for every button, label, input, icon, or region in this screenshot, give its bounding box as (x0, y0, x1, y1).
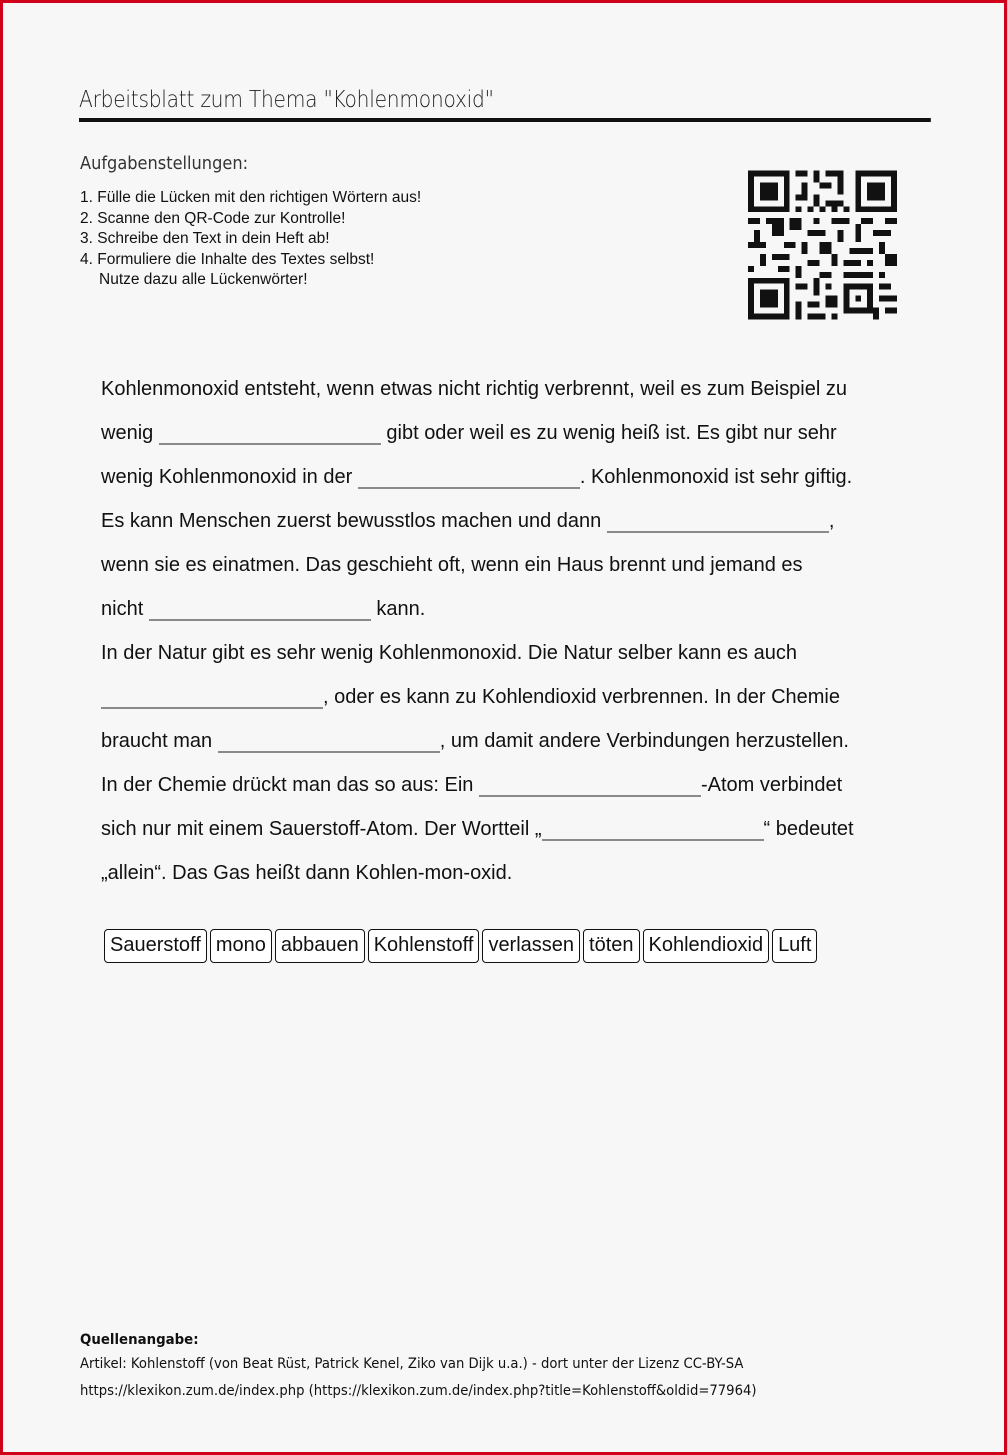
word-bank (104, 929, 820, 963)
text-segment: , um damit andere Verbindungen herzustellen. (439, 730, 849, 752)
source-article: Artikel: Kohlenstoff (von Beat Rüst, Patrick Kenel, Ziko van Dijk u.a.) - dort unter der Lizenz CC-BY-SA (80, 1356, 744, 1372)
page-title: Arbeitsblatt zum Thema "Kohlenmonoxid" (79, 87, 931, 122)
text-line (101, 543, 931, 587)
word-chip[interactable]: töten (583, 929, 639, 963)
task-item: 4. Formuliere die Inhalte des Textes selbst! (80, 250, 375, 268)
answer-gap[interactable] (607, 517, 829, 533)
text-segment: gibt oder weil es zu wenig heiß ist. Es gibt nur sehr (380, 422, 837, 444)
text-segment: „allein“. Das Gas heißt dann Kohlen-mon-oxid. (101, 862, 513, 884)
answer-gap[interactable] (149, 605, 371, 621)
word-chip[interactable]: mono (210, 929, 272, 963)
text-line (101, 631, 931, 675)
text-line (101, 719, 931, 763)
text-segment: , oder es kann zu Kohlendioxid verbrennen. In der Chemie (323, 686, 840, 708)
text-line (101, 851, 931, 895)
text-line (101, 367, 931, 411)
answer-gap[interactable] (159, 429, 381, 445)
text-segment: Es kann Menschen zuerst bewusstlos machen und dann (101, 510, 602, 532)
word-chip[interactable]: Kohlendioxid (643, 929, 770, 963)
text-segment: In der Chemie drückt man das so aus: Ein (101, 774, 474, 796)
text-line (101, 499, 931, 543)
text-line (101, 411, 931, 455)
word-chip[interactable]: verlassen (482, 929, 580, 963)
word-chip[interactable]: Kohlenstoff (368, 929, 480, 963)
answer-gap[interactable] (358, 473, 580, 489)
text-line (101, 763, 931, 807)
text-line (101, 807, 931, 851)
text-segment: “ bedeutet (763, 818, 854, 840)
task-item: 2. Scanne den QR-Code zur Kontrolle! (80, 209, 346, 227)
text-segment: wenn sie es einatmen. Das geschieht oft, wenn ein Haus brennt und jemand es (101, 554, 803, 576)
source-url[interactable]: https://klexikon.zum.de/index.php (https://klexikon.zum.de/index.php?title=Kohlenstoff&oldid=77964) (80, 1383, 757, 1399)
tasks-heading: Aufgabenstellungen: (80, 153, 249, 174)
text-line (101, 455, 931, 499)
text-segment: kann. (370, 598, 426, 620)
source-heading: Quellenangabe: (80, 1332, 199, 1348)
text-segment: braucht man (101, 730, 213, 752)
answer-gap[interactable] (218, 737, 440, 753)
task-list (80, 188, 421, 291)
cloze-text (101, 367, 931, 895)
text-segment: wenig Kohlenmonoxid in der (101, 466, 353, 488)
text-line (101, 675, 931, 719)
word-chip[interactable]: abbauen (275, 929, 365, 963)
text-segment: . Kohlenmonoxid ist sehr giftig. (579, 466, 853, 488)
text-segment: Kohlenmonoxid entsteht, wenn etwas nicht richtig verbrennt, weil es zum Beispiel zu (101, 378, 847, 400)
text-segment: -Atom verbindet (700, 774, 843, 796)
answer-gap[interactable] (542, 825, 764, 841)
text-segment: nicht (101, 598, 144, 620)
text-segment: In der Natur gibt es sehr wenig Kohlenmonoxid. Die Natur selber kann es auch (101, 642, 797, 664)
task-item-continuation: Nutze dazu alle Lückenwörter! (99, 271, 308, 289)
task-item: 1. Fülle die Lücken mit den richtigen Wörtern aus! (80, 189, 422, 206)
answer-gap[interactable] (479, 781, 701, 797)
text-segment: wenig (101, 422, 154, 444)
source-citation (80, 1329, 823, 1405)
text-line (101, 587, 931, 631)
word-chip[interactable]: Luft (772, 929, 817, 963)
answer-gap[interactable] (101, 693, 323, 709)
task-item: 3. Schreibe den Text in dein Heft ab! (80, 230, 330, 248)
text-segment: , (828, 510, 835, 532)
text-segment: sich nur mit einem Sauerstoff-Atom. Der Wortteil „ (101, 818, 542, 840)
qr-code-icon[interactable] (748, 169, 897, 321)
word-chip[interactable]: Sauerstoff (104, 929, 207, 963)
